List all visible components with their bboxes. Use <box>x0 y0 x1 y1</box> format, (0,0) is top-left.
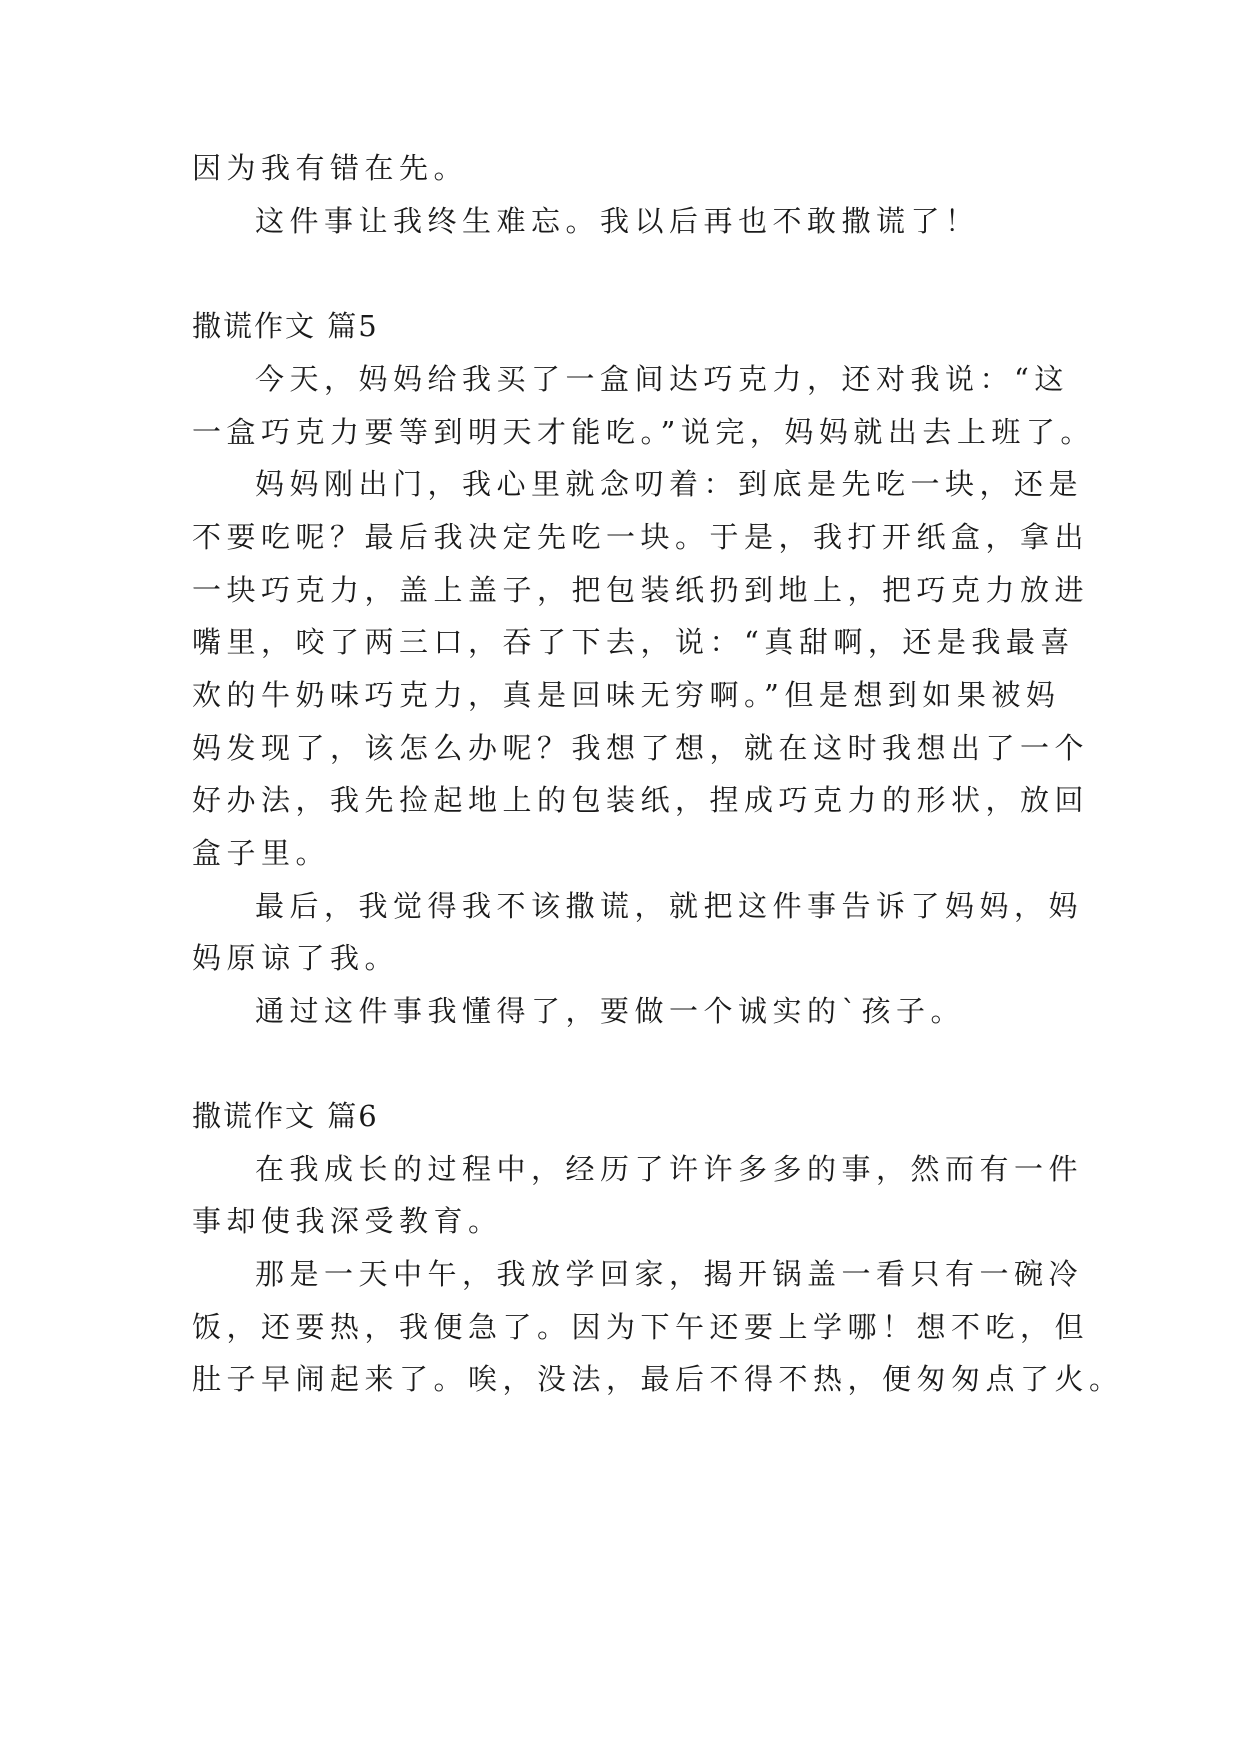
paragraph-line: 妈发现了，该怎么办呢？我想了想，就在这时我想出了一个 <box>192 731 1090 765</box>
paragraph-line: 嘴里，咬了两三口，吞了下去，说：“真甜啊，还是我最喜 <box>192 625 1075 659</box>
paragraph-line: 因为我有错在先。 <box>192 151 469 185</box>
paragraph-line: 一块巧克力，盖上盖子，把包装纸扔到地上，把巧克力放进 <box>192 573 1090 607</box>
paragraph-line: 欢的牛奶味巧克力，真是回味无穷啊。”但是想到如果被妈 <box>192 678 1061 712</box>
paragraph-line: 通过这件事我懂得了，要做一个诚实的`孩子。 <box>255 994 966 1028</box>
paragraph-line: 在我成长的过程中，经历了许许多多的事，然而有一件 <box>255 1152 1084 1186</box>
paragraph-line: 今天，妈妈给我买了一盒间达巧克力，还对我说：“这 <box>255 362 1069 396</box>
paragraph-line: 妈妈刚出门，我心里就念叨着：到底是先吃一块，还是 <box>255 467 1084 501</box>
paragraph-line: 好办法，我先捡起地上的包装纸，捏成巧克力的形状，放回 <box>192 783 1090 817</box>
section-heading-6: 撒谎作文 篇6 <box>192 1099 379 1133</box>
paragraph-line: 事却使我深受教育。 <box>192 1204 503 1238</box>
paragraph-line: 一盒巧克力要等到明天才能吃。”说完，妈妈就出去上班了。 <box>192 415 1095 449</box>
paragraph-line: 妈原谅了我。 <box>192 941 400 975</box>
paragraph-line: 饭，还要热，我便急了。因为下午还要上学哪！想不吃，但 <box>192 1310 1090 1344</box>
paragraph-line: 那是一天中午，我放学回家，揭开锅盖一看只有一碗冷 <box>255 1257 1084 1291</box>
section-heading-5: 撒谎作文 篇5 <box>192 309 379 343</box>
paragraph-line: 这件事让我终生难忘。我以后再也不敢撒谎了！ <box>255 204 980 238</box>
paragraph-line: 最后，我觉得我不该撒谎，就把这件事告诉了妈妈，妈 <box>255 889 1084 923</box>
paragraph-line: 盒子里。 <box>192 836 331 870</box>
paragraph-line: 不要吃呢？最后我决定先吃一块。于是，我打开纸盒，拿出 <box>192 520 1090 554</box>
paragraph-line: 肚子早闹起来了。唉，没法，最后不得不热，便匆匆点了火。 <box>192 1362 1124 1396</box>
